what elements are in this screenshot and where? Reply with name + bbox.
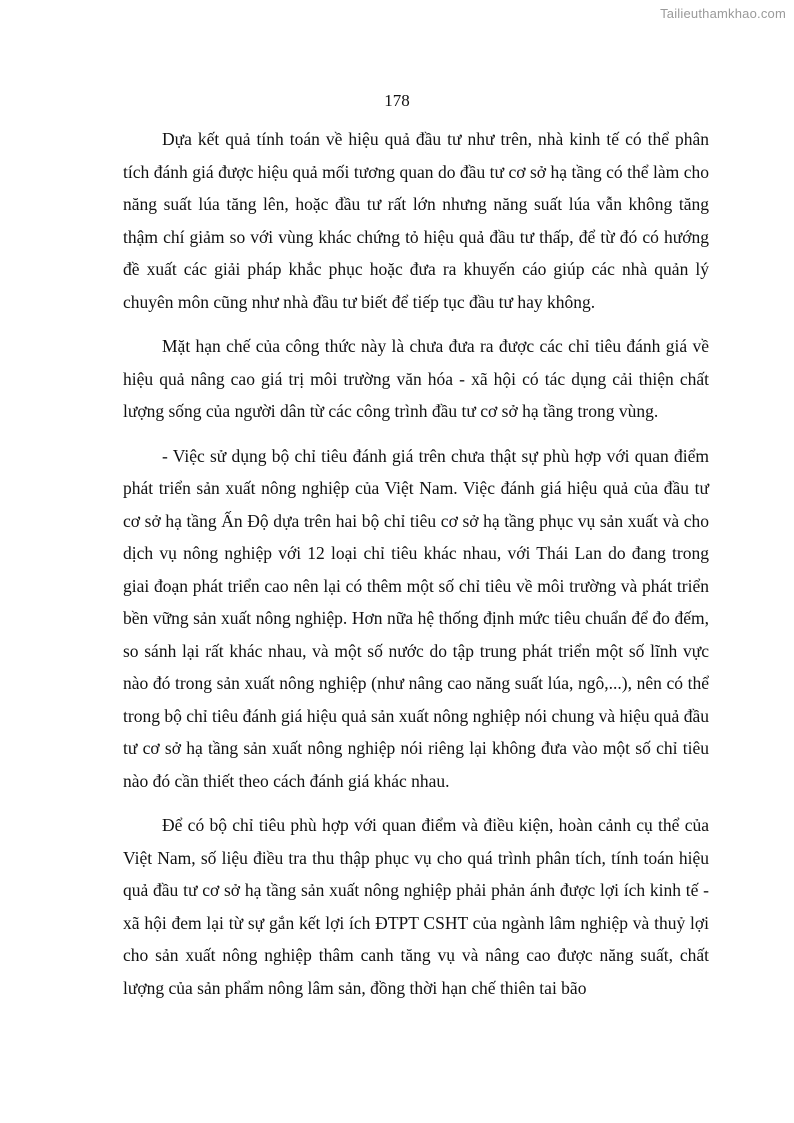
paragraph-3: - Việc sử dụng bộ chỉ tiêu đánh giá trên chưa thật sự phù hợp với quan điểm phát triển sản xuất nông nghiệp của Việt Nam. Việc đánh giá hiệu quả của đầu tư cơ sở hạ tầng Ấn Độ dựa trên hai bộ chỉ tiêu cơ sở hạ tầng phục vụ sản xuất và cho dịch vụ nông nghiệp với 12 loại chỉ tiêu khác nhau, với Thái Lan do đang trong giai đoạn phát triển cao nên lại có thêm một số chỉ tiêu về môi trường và phát triển bền vững sản xuất nông nghiệp. Hơn nữa hệ thống định mức tiêu chuẩn để đo đếm, so sánh lại rất khác nhau, và một số nước do tập trung phát triển một số lĩnh vực nào đó trong sản xuất nông nghiệp (như nâng cao năng suất lúa, ngô,...), nên có thể trong bộ chỉ tiêu đánh giá hiệu quả sản xuất nông nghiệp nói chung và hiệu quả đầu tư cơ sở hạ tầng sản xuất nông nghiệp nói riêng lại không đưa vào một số chỉ tiêu nào đó cần thiết theo cách đánh giá khác nhau.: [123, 445, 709, 791]
paragraph-1: Dựa kết quả tính toán về hiệu quả đầu tư như trên, nhà kinh tế có thể phân tích đánh giá được hiệu quả mối tương quan do đầu tư cơ sở hạ tầng có thể làm cho năng suất lúa tăng lên, hoặc đầu tư rất lớn nhưng năng suất lúa vẫn không tăng thậm chí giảm so với vùng khác chứng tỏ hiệu quả đầu tư thấp, để từ đó có hướng đề xuất các giải pháp khắc phục hoặc đưa ra khuyến cáo giúp các nhà quản lý chuyên môn cũng như nhà đầu tư biết để tiếp tục đầu tư hay không.: [123, 129, 709, 312]
paragraph-2: Mặt hạn chế của công thức này là chưa đưa ra được các chỉ tiêu đánh giá về hiệu quả nâng cao giá trị môi trường văn hóa - xã hội có tác dụng cải thiện chất lượng sống của người dân từ các công trình đầu tư cơ sở hạ tầng trong vùng.: [123, 336, 709, 421]
paragraph-4: Để có bộ chỉ tiêu phù hợp với quan điểm và điều kiện, hoàn cảnh cụ thể của Việt Nam, số liệu điều tra thu thập phục vụ cho quá trình phân tích, tính toán hiệu quả đầu tư cơ sở hạ tầng sản xuất nông nghiệp phải phản ánh được lợi ích kinh tế - xã hội đem lại từ sự gắn kết lợi ích ĐTPT CSHT của ngành lâm nghiệp và thuỷ lợi cho sản xuất nông nghiệp thâm canh tăng vụ và nâng cao được năng suất, chất lượng của sản phẩm nông lâm sản, đồng thời hạn chế thiên tai bão: [123, 815, 709, 998]
document-body: [123, 123, 709, 1016]
watermark: Tailieuthamkhao.com: [660, 6, 786, 21]
page-number: 178: [384, 91, 410, 110]
